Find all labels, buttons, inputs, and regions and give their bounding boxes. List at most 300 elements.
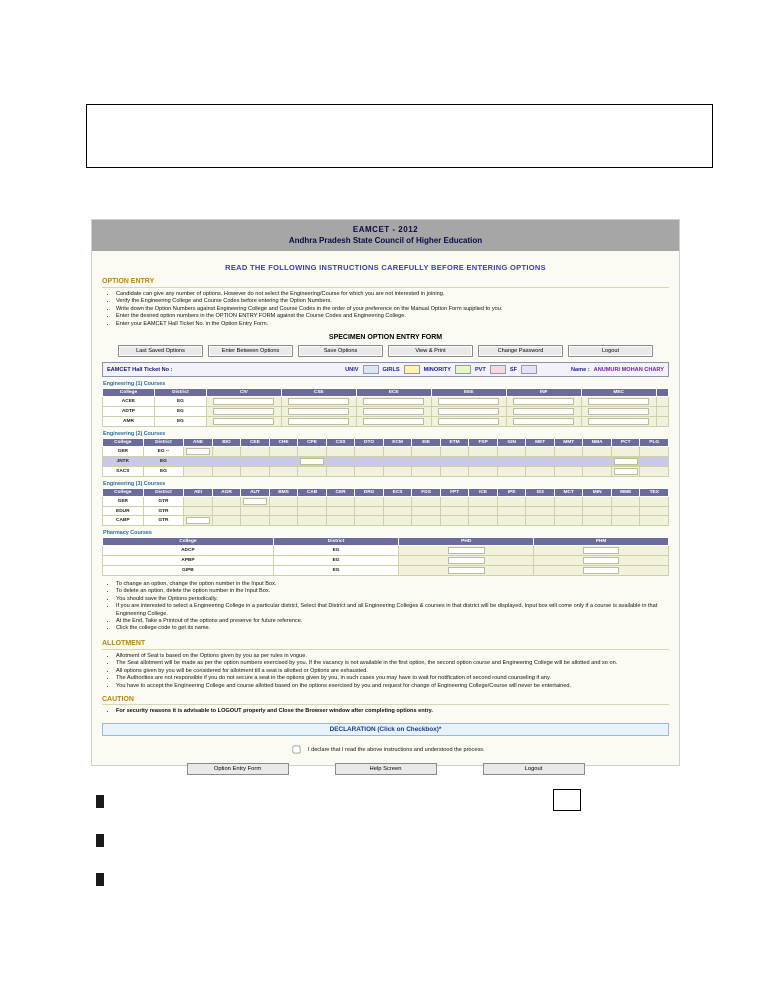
option-cell[interactable] [581,417,656,427]
option-input[interactable] [448,557,485,564]
option-cell[interactable] [184,457,213,467]
option-cell[interactable] [298,467,327,477]
declaration-title: DECLARATION (Click on Checkbox)* [102,723,669,736]
option-cell[interactable] [469,467,498,477]
bullet-marker [96,795,104,808]
table-row [103,447,669,457]
option-cell[interactable] [640,457,669,467]
option-input[interactable] [448,547,485,554]
college-code[interactable]: JNTK [103,457,144,467]
header-line2: Andhra Pradesh State Council of Higher Education [288,236,483,245]
option-cell[interactable] [212,467,241,477]
top-blank-box [86,104,713,168]
college-code[interactable]: GER [103,447,144,457]
option-cell[interactable] [355,516,384,526]
col-cab: CAB [298,489,327,497]
option-cell[interactable] [269,447,298,457]
option-cell[interactable] [241,497,270,507]
col-fds: FDS [412,489,441,497]
option-input[interactable] [588,398,649,405]
option-input[interactable] [186,448,210,455]
list-item: • If you are interested to select a Engineering College in a particular district, Select that District and all Engineering Colleges & courses in that district will be displayed. Input box will come only if a course is available in that Engineering College. [116,603,669,618]
col-district: District [154,389,206,397]
option-cell[interactable] [497,447,526,457]
divider [102,704,669,705]
option-input[interactable] [363,398,424,405]
option-cell[interactable] [554,507,583,516]
option-cell[interactable] [184,447,213,457]
option-cell[interactable] [241,467,270,477]
option-cell[interactable] [469,516,498,526]
col-drg: DRG [355,489,384,497]
col-cpe: CPE [298,439,327,447]
option-cell[interactable] [554,497,583,507]
table-row [103,457,669,467]
option-input[interactable] [513,418,574,425]
bullet-marker [96,873,104,886]
option-input[interactable] [288,408,349,415]
table-row [103,566,669,576]
option-cell[interactable] [526,457,555,467]
district-code[interactable]: EG [154,417,206,427]
option-entry-screenshot [91,219,680,773]
option-cell[interactable] [534,556,669,566]
col-eie: EIE [412,439,441,447]
col-mct: MCT [554,489,583,497]
group-label-engineering-2: Engineering (2) Courses [103,431,166,438]
option-cell[interactable] [269,467,298,477]
option-input[interactable] [213,408,274,415]
option-cell[interactable] [526,467,555,477]
option-cell[interactable] [326,447,355,457]
option-cell[interactable] [554,516,583,526]
option-cell[interactable] [269,516,298,526]
option-cell[interactable] [184,516,213,526]
option-input[interactable] [186,517,210,524]
option-cell[interactable] [355,507,384,516]
college-code[interactable]: GER [103,497,144,507]
option-cell[interactable] [383,467,412,477]
option-entry-form-button[interactable]: Option Entry Form [187,763,289,775]
option-cell[interactable] [497,497,526,507]
declaration-checkbox[interactable] [293,746,301,754]
option-cell[interactable] [298,497,327,507]
col-civ: CIV [206,389,281,397]
option-cell[interactable] [212,447,241,457]
option-cell[interactable] [326,457,355,467]
col-college: College [103,538,274,546]
option-cell[interactable] [581,407,656,417]
option-input[interactable] [213,398,274,405]
option-cell[interactable] [640,507,669,516]
option-input[interactable] [363,408,424,415]
option-cell[interactable] [412,516,441,526]
name-label: Name : [571,366,590,373]
college-code[interactable]: APBP [103,556,274,566]
col-aut: AUT [241,489,270,497]
option-input[interactable] [243,498,267,505]
district-code[interactable]: EG [273,546,399,556]
table-row [103,497,669,507]
option-cell[interactable] [640,467,669,477]
option-cell[interactable] [281,397,356,407]
option-cell[interactable] [355,457,384,467]
college-code[interactable]: AMR [103,417,155,427]
col-met: MET [526,439,555,447]
change-password-button[interactable]: Change Password [478,345,563,357]
col-etm: ETM [440,439,469,447]
col-cer: CER [326,489,355,497]
col-ice: ICE [469,489,498,497]
option-cell[interactable] [298,457,327,467]
option-cell[interactable] [212,457,241,467]
option-cell[interactable] [399,556,534,566]
option-input[interactable] [588,408,649,415]
college-code[interactable]: ADCP [103,546,274,556]
vertical-scrollbar[interactable] [656,397,668,407]
declaration-row [102,740,669,759]
option-cell[interactable] [383,507,412,516]
option-cell[interactable] [440,516,469,526]
toolbar [102,345,669,357]
col-pct: PCT [611,439,640,447]
option-cell[interactable] [611,497,640,507]
option-cell[interactable] [431,397,506,407]
college-code[interactable]: ACEE [103,397,155,407]
option-cell[interactable] [583,457,612,467]
legend-minority-label: MINORITY [423,366,451,373]
option-cell[interactable] [440,447,469,457]
option-cell[interactable] [469,507,498,516]
college-code[interactable]: EDUR [103,507,144,516]
col-district: District [143,489,184,497]
allotment-title: ALLOTMENT [102,639,146,647]
district-code[interactable]: GTR [143,516,184,526]
option-cell[interactable] [581,397,656,407]
option-cell[interactable] [326,516,355,526]
option-cell[interactable] [506,417,581,427]
option-input[interactable] [588,418,649,425]
table-row [103,556,669,566]
college-code[interactable]: CABP [103,516,144,526]
list-item: • Enter your EAMCET Hall Ticket No. in the Option Entry Form. [116,321,669,328]
option-cell[interactable] [640,516,669,526]
list-item: • All options given by you will be considered for allotment till a seat is allotted or Options are exhausted. [116,668,669,675]
option-cell[interactable] [497,467,526,477]
courses-table-engineering-3 [102,488,669,526]
option-cell[interactable] [497,457,526,467]
option-cell[interactable] [526,447,555,457]
option-cell[interactable] [611,447,640,457]
option-cell[interactable] [269,457,298,467]
list-item: • To delete an option, delete the option number in the Input Box. [116,588,669,595]
col-is3: IS3 [526,489,555,497]
table-row [103,417,669,427]
option-cell[interactable] [399,566,534,576]
col-phm: PHM [534,538,669,546]
instructions-banner: READ THE FOLLOWING INSTRUCTIONS CAREFULLY BEFORE ENTERING OPTIONS [225,263,546,272]
col-college: College [103,489,144,497]
option-input[interactable] [448,567,485,574]
district-code[interactable]: EG [143,467,184,477]
option-cell[interactable] [554,447,583,457]
list-item: • To change an option, change the option number in the Input Box. [116,581,669,588]
option-cell[interactable] [554,457,583,467]
district-code[interactable]: EG -- [143,447,184,457]
col-fpt: FPT [440,489,469,497]
option-cell[interactable] [184,507,213,516]
col-che: CHE [269,439,298,447]
col-district: District [273,538,399,546]
legend-sf-label: SF [509,366,517,373]
option-cell[interactable] [583,467,612,477]
option-cell[interactable] [356,417,431,427]
specimen-title: SPECIMEN OPTION ENTRY FORM [328,334,443,342]
option-cell[interactable] [469,457,498,467]
option-cell[interactable] [526,516,555,526]
college-code[interactable]: GIPB [103,566,274,576]
option-cell[interactable] [640,497,669,507]
option-input[interactable] [614,458,638,465]
col-agr: AGR [212,489,241,497]
hall-ticket-label: EAMCET Hall Ticket No : [107,366,173,373]
enter-between-options-button[interactable]: Enter Between Options [208,345,293,357]
col-mme: MME [611,489,640,497]
col-bio: BIO [212,439,241,447]
option-cell[interactable] [469,497,498,507]
col-plg: PLG [640,439,669,447]
option-cell[interactable] [206,417,281,427]
option-cell[interactable] [611,507,640,516]
district-code[interactable]: EG [273,566,399,576]
logout-button[interactable]: Logout [568,345,653,357]
table-header-row [103,489,669,497]
vertical-scrollbar[interactable] [656,417,668,427]
option-cell[interactable] [241,457,270,467]
district-code[interactable]: EG [154,397,206,407]
option-cell[interactable] [431,407,506,417]
option-cell[interactable] [281,407,356,417]
option-cell[interactable] [269,507,298,516]
list-item: • For security reasons it is advisable to LOGOUT properly and Close the Browser window after completing options entry. [116,708,669,715]
legend-univ-label: UNIV [345,366,359,373]
col-ecs: ECS [383,489,412,497]
option-input[interactable] [213,418,274,425]
option-cell[interactable] [583,516,612,526]
option-cell[interactable] [440,457,469,467]
option-cell[interactable] [440,507,469,516]
option-cell[interactable] [534,546,669,556]
option-input[interactable] [583,547,620,554]
option-cell[interactable] [526,507,555,516]
col-college: College [103,389,155,397]
save-options-button[interactable]: Save Options [298,345,383,357]
list-item: • You should save the Options periodically. [116,596,669,603]
option-cell[interactable] [412,457,441,467]
option-cell[interactable] [583,507,612,516]
district-code[interactable]: EG [273,556,399,566]
option-cell[interactable] [412,447,441,457]
option-cell[interactable] [497,507,526,516]
option-cell[interactable] [583,447,612,457]
option-cell[interactable] [431,417,506,427]
option-input[interactable] [583,557,620,564]
option-cell[interactable] [206,407,281,417]
courses-table-pharmacy [102,537,669,576]
option-cell[interactable] [241,507,270,516]
option-cell[interactable] [611,467,640,477]
col-tex: TEX [640,489,669,497]
caution-bullets [116,708,669,715]
last-saved-options-button[interactable]: Last Saved Options [118,345,203,357]
option-cell[interactable] [554,467,583,477]
option-cell[interactable] [355,497,384,507]
option-cell[interactable] [241,447,270,457]
col-eee: EEE [431,389,506,397]
option-cell[interactable] [326,497,355,507]
option-cell[interactable] [611,516,640,526]
col-css: CSS [326,439,355,447]
option-cell[interactable] [440,467,469,477]
option-cell[interactable] [355,467,384,477]
option-input[interactable] [438,408,499,415]
group-label-engineering-3: Engineering (3) Courses [103,481,166,488]
option-input[interactable] [614,468,638,475]
option-input[interactable] [438,418,499,425]
option-cell[interactable] [269,497,298,507]
option-cell[interactable] [611,457,640,467]
option-cell[interactable] [281,417,356,427]
table-row [103,397,669,407]
list-item: • Candidate can give any number of options. However do not select the Engineering/Course for which you are not interested in joining. [116,291,669,298]
hall-ticket-bar [102,362,669,377]
option-entry-bullets [116,291,669,328]
option-cell[interactable] [412,467,441,477]
legend-univ-swatch [363,365,379,374]
table-row [103,407,669,417]
option-cell[interactable] [497,516,526,526]
option-cell[interactable] [383,447,412,457]
option-cell[interactable] [212,497,241,507]
option-cell[interactable] [506,407,581,417]
caution-title: CAUTION [102,695,134,703]
table-header-row [103,389,669,397]
option-cell[interactable] [399,546,534,556]
candidate-name: ANUMURI MOHAN CHARY [593,366,664,373]
option-input[interactable] [288,398,349,405]
vertical-scrollbar[interactable] [656,407,668,417]
district-code[interactable]: EG [143,457,184,467]
option-cell[interactable] [355,447,384,457]
option-cell[interactable] [298,516,327,526]
option-cell[interactable] [206,397,281,407]
group-label-pharmacy: Pharmacy Courses [103,530,152,537]
col-nma: NMA [583,439,612,447]
district-code[interactable]: GTR [143,507,184,516]
legend-pvt-swatch [490,365,506,374]
option-input[interactable] [513,408,574,415]
group-label-engineering-1: Engineering (1) Courses [103,381,166,388]
option-cell[interactable] [298,447,327,457]
divider [102,287,669,288]
option-cell[interactable] [412,507,441,516]
table-header-row [103,538,669,546]
list-item: • Verify the Engineering College and Course Codes before entering the Option Numbers. [116,298,669,305]
option-cell[interactable] [241,516,270,526]
option-cell[interactable] [412,497,441,507]
option-cell[interactable] [326,507,355,516]
bullet-marker [96,834,104,847]
district-code[interactable]: GTR [143,497,184,507]
option-cell[interactable] [326,467,355,477]
legend-minority-swatch [455,365,471,374]
col-cse: CSE [281,389,356,397]
option-cell[interactable] [212,516,241,526]
courses-table-engineering-1 [102,388,669,427]
col-phd: PHD [399,538,534,546]
option-input[interactable] [363,418,424,425]
col-ece: ECE [356,389,431,397]
option-input[interactable] [583,567,620,574]
option-cell[interactable] [383,457,412,467]
declaration-text: I declare that I read the above instructions and understood the process. [307,747,485,754]
table-row [103,467,669,477]
option-input[interactable] [513,398,574,405]
col-college: College [103,439,144,447]
divider [102,649,669,650]
option-cell[interactable] [356,407,431,417]
option-cell[interactable] [383,497,412,507]
bottom-button-row [102,763,669,779]
option-cell[interactable] [506,397,581,407]
post-instructions [116,581,669,633]
header-line1: EAMCET - 2012 [352,225,419,234]
small-blank-box [553,789,581,811]
allotment-bullets [116,653,669,690]
option-entry-title: OPTION ENTRY [102,278,155,285]
district-code[interactable]: EG [154,407,206,417]
option-cell[interactable] [583,497,612,507]
col-gin: GIN [497,439,526,447]
option-cell[interactable] [440,497,469,507]
option-cell[interactable] [534,566,669,576]
courses-table-engineering-2 [102,438,669,477]
option-cell[interactable] [184,497,213,507]
option-cell[interactable] [184,467,213,477]
col-inf: INF [506,389,581,397]
option-cell[interactable] [356,397,431,407]
option-cell[interactable] [212,507,241,516]
college-code[interactable]: SACS [103,467,144,477]
logout-bottom-button[interactable]: Logout [483,763,585,775]
col-scroll[interactable] [656,389,668,397]
option-cell[interactable] [298,507,327,516]
view-print-button[interactable]: View & Print [388,345,473,357]
option-cell[interactable] [383,516,412,526]
option-cell[interactable] [469,447,498,457]
list-item: • The Seat allotment will be made as per the option numbers exercised by you. If the vacancy is not available in the first option, the second option course and Engineering College will be allotted and so on. [116,660,669,667]
option-input[interactable] [288,418,349,425]
option-cell[interactable] [526,497,555,507]
col-mec: MEC [581,389,656,397]
option-cell[interactable] [640,447,669,457]
help-screen-button[interactable]: Help Screen [335,763,437,775]
option-input[interactable] [438,398,499,405]
option-input[interactable] [300,458,324,465]
col-cee: CEE [241,439,270,447]
table-header-row [103,439,669,447]
college-code[interactable]: ADTP [103,407,155,417]
